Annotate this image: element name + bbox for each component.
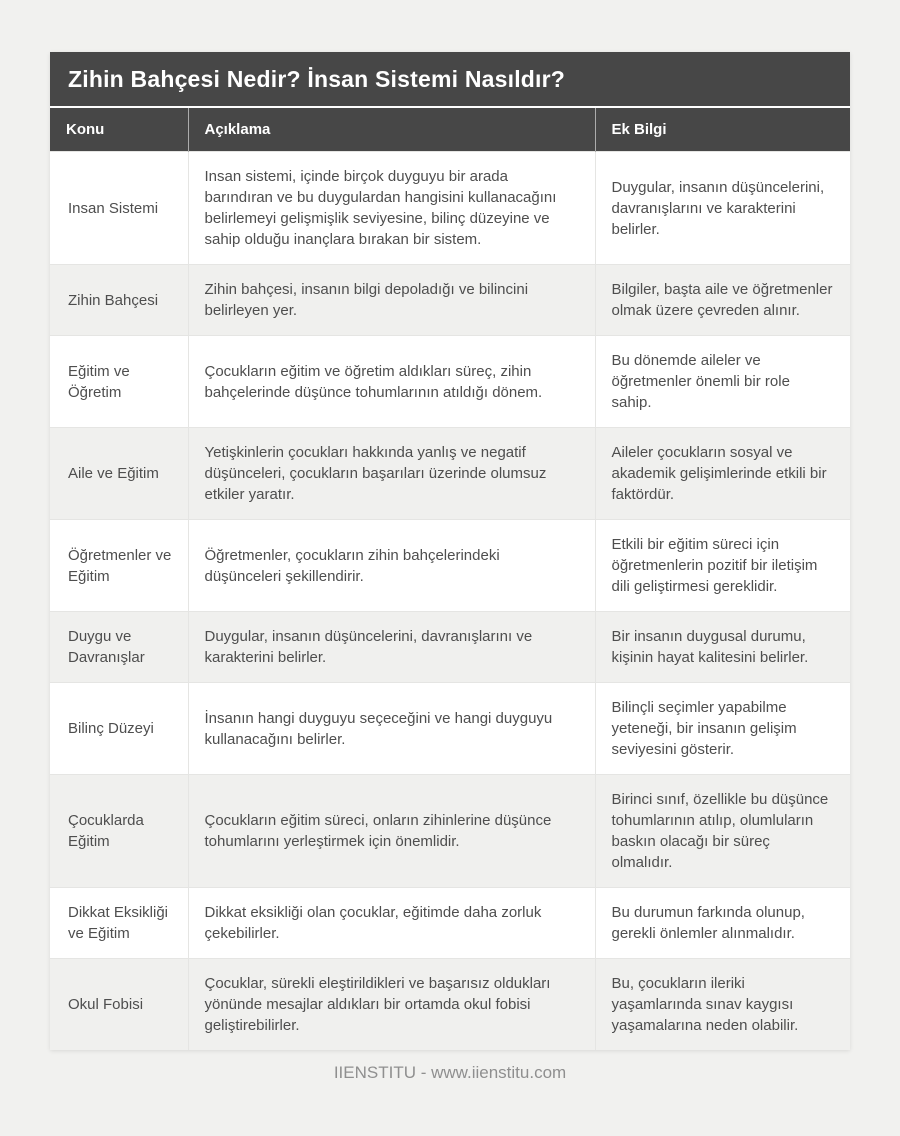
description-cell: Zihin bahçesi, insanın bilgi depoladığı ve bilincini belirleyen yer.: [188, 265, 595, 336]
table-row: [50, 336, 850, 428]
topic-cell: Dikkat Eksikliği ve Eğitim: [50, 888, 188, 959]
description-cell: Çocukların eğitim ve öğretim aldıkları süreç, zihin bahçelerinde düşünce tohumlarının atıldığı dönem.: [188, 336, 595, 428]
column-header-aciklama: Açıklama: [188, 108, 595, 152]
table-row: [50, 888, 850, 959]
topic-cell: Öğretmenler ve Eğitim: [50, 520, 188, 612]
content-card: [50, 52, 850, 1050]
topic-cell: Aile ve Eğitim: [50, 428, 188, 520]
table-row: [50, 775, 850, 888]
table-row: [50, 612, 850, 683]
topic-cell: Zihin Bahçesi: [50, 265, 188, 336]
extra-info-cell: Etkili bir eğitim süreci için öğretmenlerin pozitif bir iletişim dili geliştirmesi gereklidir.: [595, 520, 850, 612]
extra-info-cell: Bilinçli seçimler yapabilme yeteneği, bir insanın gelişim seviyesini gösterir.: [595, 683, 850, 775]
table-body: [50, 152, 850, 1051]
extra-info-cell: Duygular, insanın düşüncelerini, davranışlarını ve karakterini belirler.: [595, 152, 850, 265]
extra-info-cell: Aileler çocukların sosyal ve akademik gelişimlerinde etkili bir faktördür.: [595, 428, 850, 520]
description-cell: Öğretmenler, çocukların zihin bahçelerindeki düşünceleri şekillendirir.: [188, 520, 595, 612]
description-cell: Yetişkinlerin çocukları hakkında yanlış ve negatif düşünceleri, çocukların başarıları üzerinde olumsuz etkiler yaratır.: [188, 428, 595, 520]
footer-credit: IIENSTITU - www.iienstitu.com: [333, 1063, 567, 1082]
topic-cell: Duygu ve Davranışlar: [50, 612, 188, 683]
topic-cell: Okul Fobisi: [50, 959, 188, 1051]
topic-cell: Insan Sistemi: [50, 152, 188, 265]
table-row: [50, 520, 850, 612]
page-title: Zihin Bahçesi Nedir? İnsan Sistemi Nasıldır?: [50, 52, 850, 106]
header-row: [50, 108, 850, 152]
extra-info-cell: Bilgiler, başta aile ve öğretmenler olmak üzere çevreden alınır.: [595, 265, 850, 336]
description-cell: Dikkat eksikliği olan çocuklar, eğitimde daha zorluk çekebilirler.: [188, 888, 595, 959]
description-cell: Insan sistemi, içinde birçok duyguyu bir arada barındıran ve bu duygulardan hangisini kullanacağını belirlemeyi gelişmişlik seviyesine, bilinç düzeyine ve sahip olduğu inançlara bırakan bir sistem.: [188, 152, 595, 265]
table-header: [50, 108, 850, 152]
table-row: [50, 428, 850, 520]
table-row: [50, 683, 850, 775]
description-cell: Çocukların eğitim süreci, onların zihinlerine düşünce tohumlarını yerleştirmek için önemlidir.: [188, 775, 595, 888]
description-cell: İnsanın hangi duyguyu seçeceğini ve hangi duyguyu kullanacağını belirler.: [188, 683, 595, 775]
extra-info-cell: Birinci sınıf, özellikle bu düşünce tohumlarının atılıp, olumluların baskın olacağı bir süreç olmalıdır.: [595, 775, 850, 888]
column-header-konu: Konu: [50, 108, 188, 152]
description-cell: Çocuklar, sürekli eleştirildikleri ve başarısız oldukları yönünde mesajlar aldıkları bir ortamda okul fobisi geliştirebilirler.: [188, 959, 595, 1051]
topic-cell: Eğitim ve Öğretim: [50, 336, 188, 428]
extra-info-cell: Bu durumun farkında olunup, gerekli önlemler alınmalıdır.: [595, 888, 850, 959]
topic-cell: Bilinç Düzeyi: [50, 683, 188, 775]
table-row: [50, 959, 850, 1051]
table-row: [50, 152, 850, 265]
info-table: [50, 108, 850, 1050]
extra-info-cell: Bir insanın duygusal durumu, kişinin hayat kalitesini belirler.: [595, 612, 850, 683]
extra-info-cell: Bu dönemde aileler ve öğretmenler önemli bir role sahip.: [595, 336, 850, 428]
topic-cell: Çocuklarda Eğitim: [50, 775, 188, 888]
column-header-ek-bilgi: Ek Bilgi: [595, 108, 850, 152]
table-row: [50, 265, 850, 336]
description-cell: Duygular, insanın düşüncelerini, davranışlarını ve karakterini belirler.: [188, 612, 595, 683]
extra-info-cell: Bu, çocukların ileriki yaşamlarında sınav kaygısı yaşamalarına neden olabilir.: [595, 959, 850, 1051]
